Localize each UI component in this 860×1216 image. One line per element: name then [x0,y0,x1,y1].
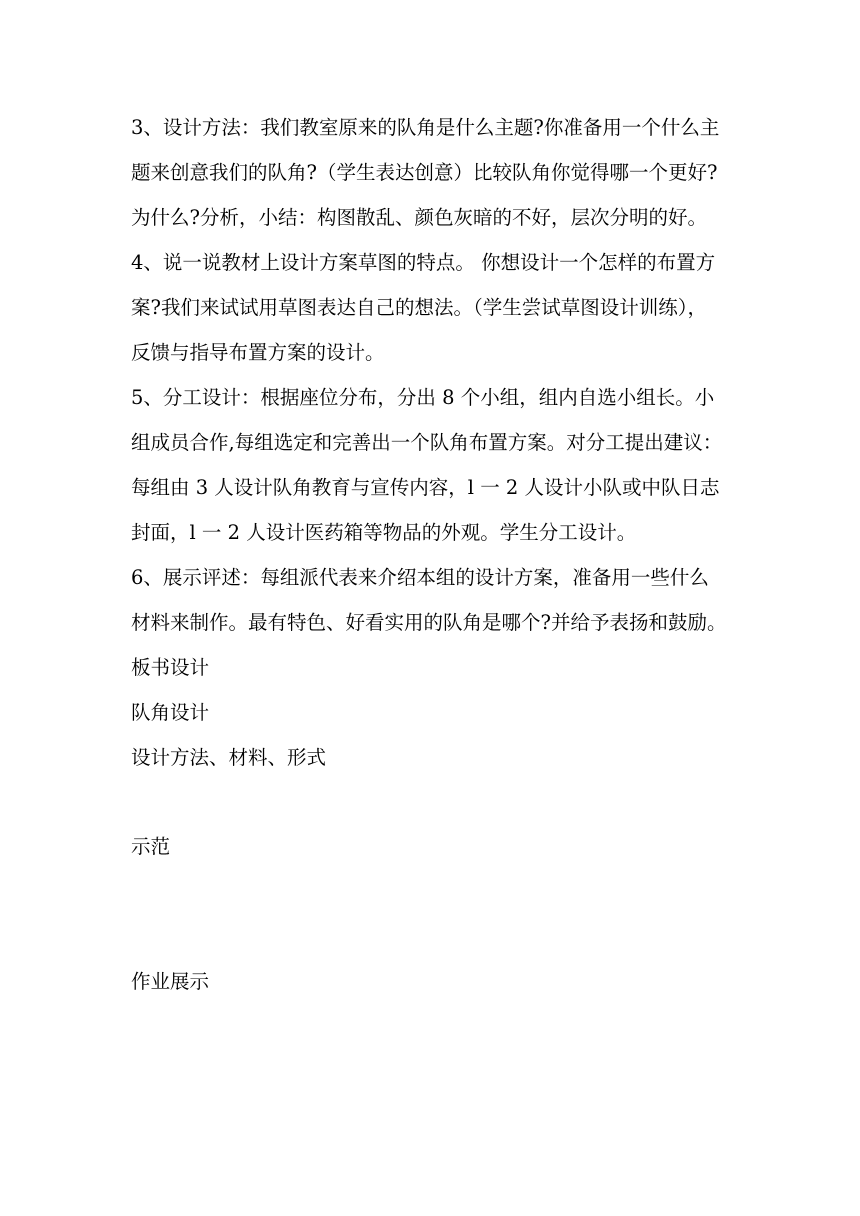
board-title: 队角设计 [131,701,210,724]
step-5-line-3: 每组由 3 人设计队角教育与宣传内容，l 一 2 人设计小队或中队日志 [131,476,720,499]
step-5-line-4: 封面，l 一 2 人设计医药箱等物品的外观。学生分工设计。 [131,521,637,544]
step-6-line-2: 材料来制作。最有特色、好看实用的队角是哪个?并给予表扬和鼓励。 [131,611,727,634]
step-3-line-2: 题来创意我们的队角?（学生表达创意）比较队角你觉得哪一个更好? [131,161,718,184]
step-4-line-2: 案?我们来试试用草图表达自己的想法。（学生尝试草图设计训练）， [131,296,707,319]
step-5-line-1: 5、分工设计：根据座位分布，分出 8 个小组，组内自选小组长。小 [131,386,715,409]
step-3-line-3: 为什么?分析，小结：构图散乱、颜色灰暗的不好，层次分明的好。 [131,206,707,229]
step-3-line-1: 3、设计方法：我们教室原来的队角是什么主题?你准备用一个什么主 [131,116,720,139]
step-4-line-1: 4、说一说教材上设计方案草图的特点。 你想设计一个怎样的布置方 [131,251,716,274]
board-design-heading: 板书设计 [131,656,210,679]
board-subtitle: 设计方法、材料、形式 [131,746,327,769]
homework-display-label: 作业展示 [131,970,210,993]
step-4-line-3: 反馈与指导布置方案的设计。 [131,341,385,364]
step-5-line-2: 组成员合作,每组选定和完善出一个队角布置方案。对分工提出建议： [131,431,723,454]
demo-label: 示范 [131,835,171,858]
step-6-line-1: 6、展示评述：每组派代表来介绍本组的设计方案，准备用一些什么 [131,566,709,589]
